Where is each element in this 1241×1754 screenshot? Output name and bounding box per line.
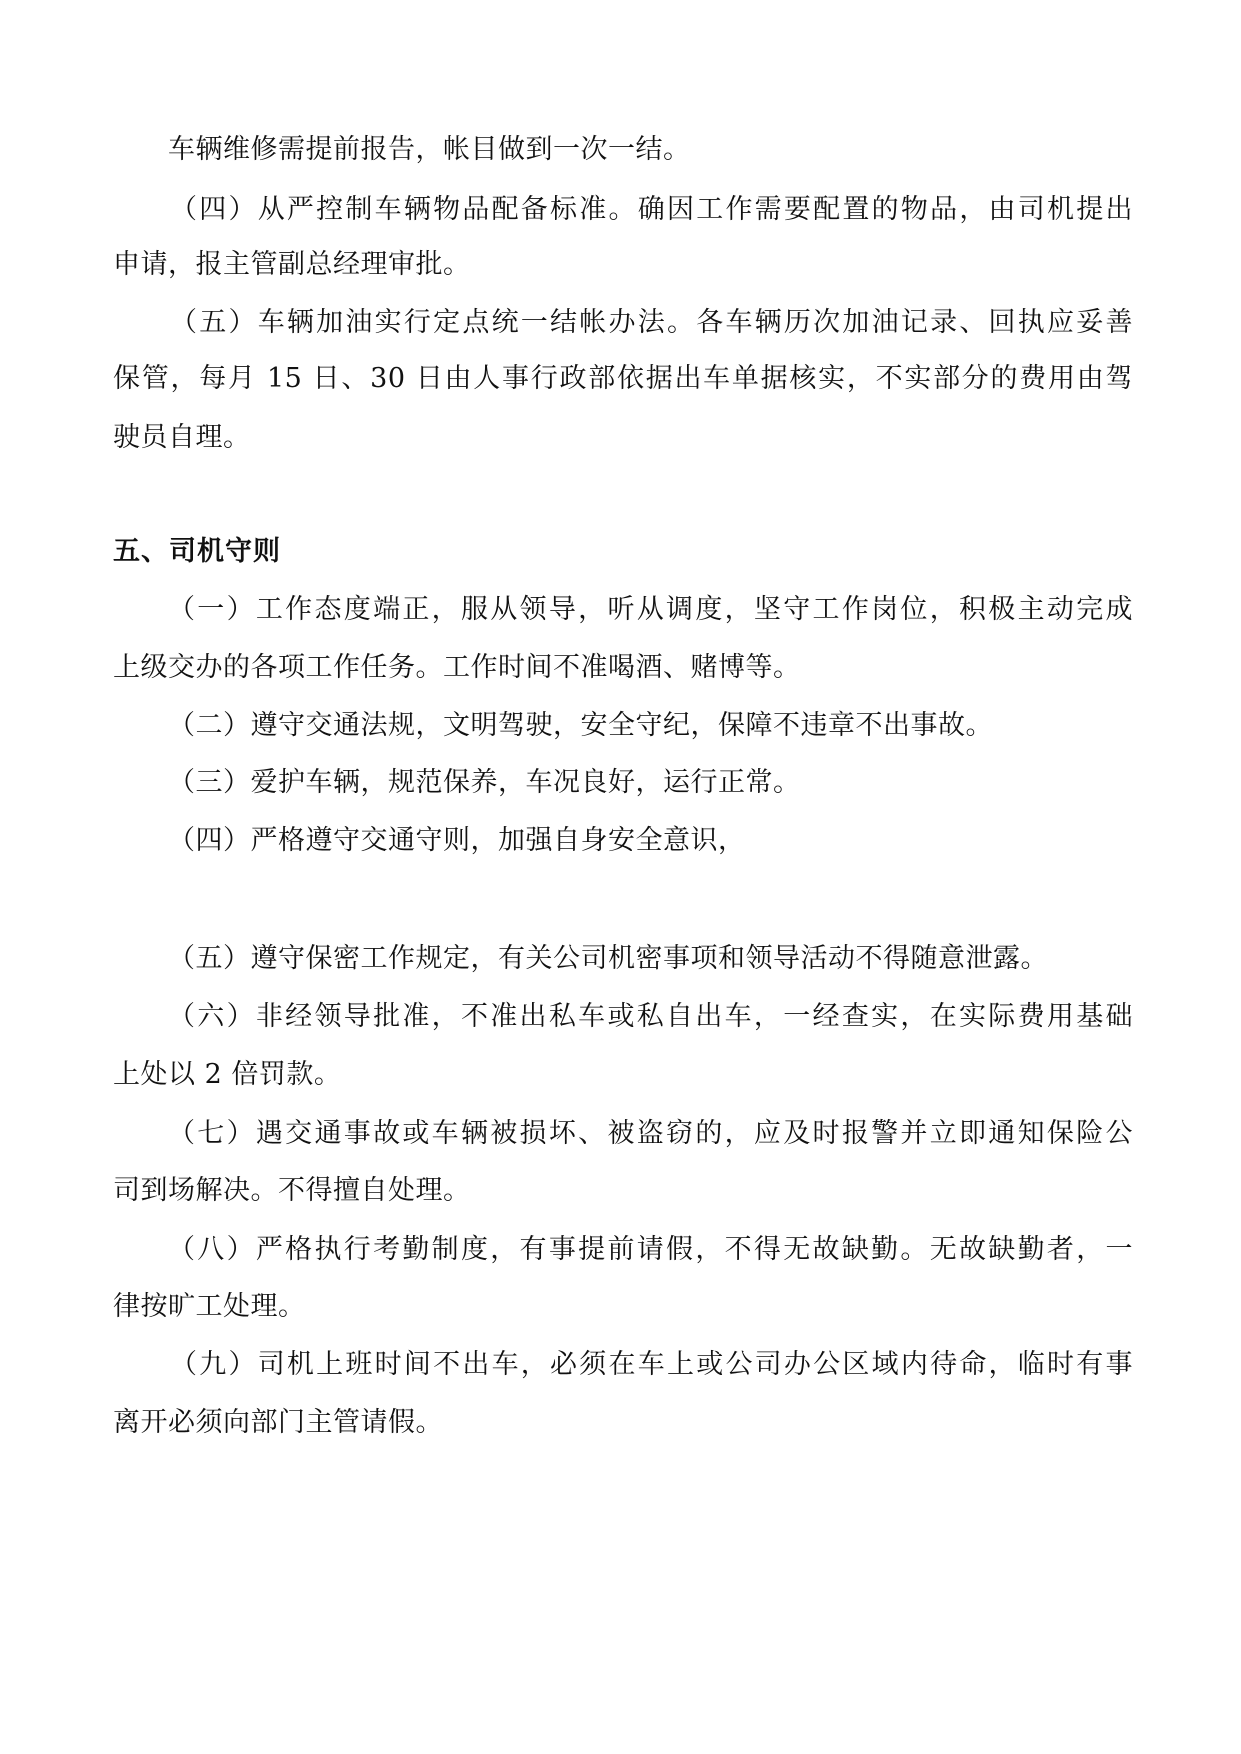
paragraph-line: （九）司机上班时间不出车，必须在车上或公司办公区域内待命，临时有事 <box>170 1349 1133 1380</box>
paragraph-line: 保管，每月 15 日、30 日由人事行政部依据出车单据核实，不实部分的费用由驾 <box>113 363 1133 394</box>
paragraph-line: （六）非经领导批准，不准出私车或私自出车，一经查实，在实际费用基础 <box>168 1001 1133 1032</box>
paragraph-line: （二）遵守交通法规，文明驾驶，安全守纪，保障不违章不出事故。 <box>168 710 993 741</box>
paragraph-line: （四）从严控制车辆物品配备标准。确因工作需要配置的物品，由司机提出 <box>170 194 1133 225</box>
paragraph-line: 车辆维修需提前报告，帐目做到一次一结。 <box>168 134 691 165</box>
paragraph-line: （一）工作态度端正，服从领导，听从调度，坚守工作岗位，积极主动完成 <box>168 594 1133 625</box>
paragraph-line: 上处以 2 倍罚款。 <box>113 1059 342 1090</box>
paragraph-line: 上级交办的各项工作任务。工作时间不准喝酒、赌博等。 <box>113 652 801 683</box>
paragraph-line: （三）爱护车辆，规范保养，车况良好，运行正常。 <box>168 767 801 798</box>
paragraph-line: 驶员自理。 <box>113 422 251 453</box>
paragraph-line: （五）遵守保密工作规定，有关公司机密事项和领导活动不得随意泄露。 <box>168 943 1048 974</box>
paragraph-line: 申请，报主管副总经理审批。 <box>113 249 471 280</box>
paragraph-line: （四）严格遵守交通守则，加强自身安全意识， <box>168 825 746 856</box>
paragraph-line: 司到场解决。不得擅自处理。 <box>113 1175 471 1206</box>
paragraph-line: 律按旷工处理。 <box>113 1291 306 1322</box>
paragraph-line: （八）严格执行考勤制度，有事提前请假，不得无故缺勤。无故缺勤者，一 <box>168 1234 1133 1265</box>
section-heading: 五、司机守则 <box>113 536 281 567</box>
paragraph-line: （五）车辆加油实行定点统一结帐办法。各车辆历次加油记录、回执应妥善 <box>170 307 1133 338</box>
paragraph-line: （七）遇交通事故或车辆被损坏、被盗窃的，应及时报警并立即通知保险公 <box>168 1118 1133 1149</box>
paragraph-line: 离开必须向部门主管请假。 <box>113 1407 443 1438</box>
